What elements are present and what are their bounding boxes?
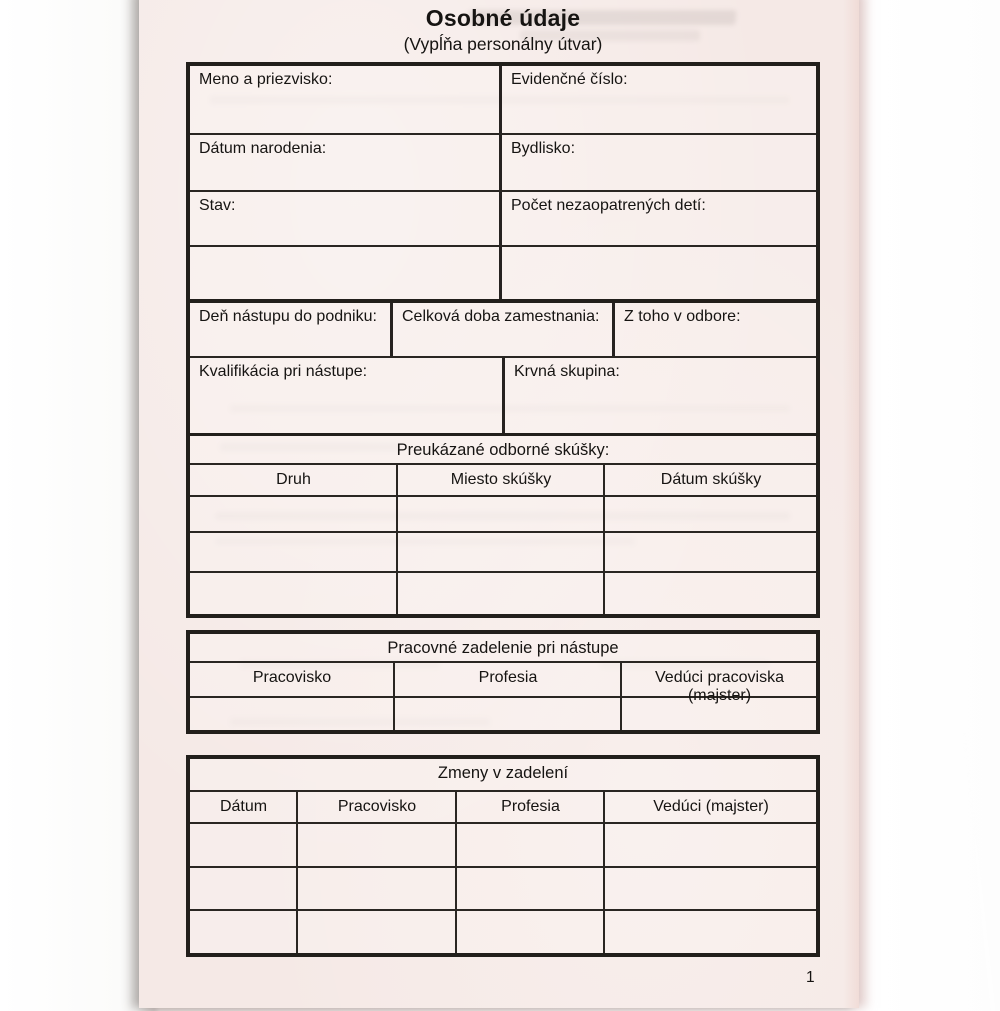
- evidence-number-field: Evidenčné číslo:: [511, 71, 628, 88]
- changes-caption: Zmeny v zadelení: [190, 759, 816, 792]
- empty-cell: [605, 868, 816, 909]
- assignment-table: [186, 630, 820, 734]
- empty-cell: [622, 698, 816, 730]
- dependent-children-field: Počet nezaopatrených detí:: [511, 197, 706, 214]
- empty-cell: [605, 533, 816, 571]
- changes-column-pracovisko: Pracovisko: [298, 792, 457, 822]
- empty-cell: [502, 247, 816, 299]
- assignment-column-pracovisko: Pracovisko: [190, 663, 395, 696]
- empty-cell: [190, 573, 398, 614]
- name-field: Meno a priezvisko:: [190, 66, 502, 133]
- assignment-column-profesia: Profesia: [395, 663, 622, 696]
- form-header: [186, 5, 820, 55]
- assignment-column-veduci: Vedúci pracoviska (majster): [655, 669, 784, 704]
- page-subtitle: (Vypĺňa personálny útvar): [403, 34, 603, 54]
- empty-cell: [190, 868, 298, 909]
- changes-column-veduci: Vedúci (majster): [653, 798, 769, 815]
- exams-column-druh: Druh: [190, 465, 398, 495]
- exams-column-datum: Dátum skúšky: [660, 471, 762, 488]
- total-employment-field: Celková doba zamestnania:: [393, 303, 615, 356]
- changes-table: [186, 755, 820, 957]
- page-number: 1: [806, 969, 815, 986]
- changes-column-profesia: Profesia: [457, 792, 605, 822]
- empty-cell: [395, 698, 622, 730]
- table-row: [190, 66, 816, 135]
- empty-cell: [190, 247, 502, 299]
- exams-empty-row: [190, 497, 816, 533]
- empty-cell: [190, 911, 298, 953]
- table-row: [190, 303, 816, 358]
- empty-cell: [457, 911, 605, 953]
- qualification-field: Kvalifikácia pri nástupe:: [190, 358, 505, 433]
- empty-cell: [398, 573, 605, 614]
- paper-crease: [962, 733, 994, 1011]
- table-row: [190, 192, 816, 247]
- table-row: [190, 135, 816, 192]
- empty-cell: [190, 533, 398, 571]
- empty-cell: [398, 497, 605, 531]
- empty-cell: [605, 911, 816, 953]
- empty-cell: [457, 824, 605, 866]
- exams-column-miesto: Miesto skúšky: [398, 465, 605, 495]
- blood-group-field: Krvná skupina:: [514, 363, 620, 380]
- exams-header-row: [190, 465, 816, 497]
- empty-cell: [190, 824, 298, 866]
- changes-empty-row: [190, 824, 816, 868]
- personal-data-table: [186, 62, 820, 618]
- in-field-field: Z toho v odbore:: [624, 308, 741, 325]
- exams-section-caption: Preukázané odborné skúšky:: [190, 436, 816, 465]
- exams-empty-row: [190, 533, 816, 573]
- page-title: Osobné údaje: [425, 5, 581, 31]
- empty-cell: [398, 533, 605, 571]
- changes-header-row: [190, 792, 816, 824]
- changes-empty-row: [190, 868, 816, 911]
- changes-empty-row: [190, 911, 816, 953]
- empty-cell: [298, 824, 457, 866]
- assignment-caption: Pracovné zadelenie pri nástupe: [190, 634, 816, 663]
- marital-status-field: Stav:: [190, 192, 502, 245]
- empty-cell: [605, 824, 816, 866]
- empty-cell: [298, 911, 457, 953]
- empty-cell: [605, 497, 816, 531]
- empty-cell: [298, 868, 457, 909]
- assignment-header-row: [190, 663, 816, 704]
- table-row: [190, 358, 816, 433]
- empty-cell: [190, 698, 395, 730]
- empty-cell: [605, 573, 816, 614]
- changes-column-datum: Dátum: [190, 792, 298, 822]
- company-start-day-field: Deň nástupu do podniku:: [190, 303, 393, 356]
- exams-empty-row: [190, 573, 816, 614]
- table-row: [190, 247, 816, 299]
- residence-field: Bydlisko:: [511, 140, 576, 157]
- birth-date-field: Dátum narodenia:: [190, 135, 502, 190]
- empty-cell: [457, 868, 605, 909]
- assignment-empty-row: [190, 698, 816, 730]
- empty-cell: [190, 497, 398, 531]
